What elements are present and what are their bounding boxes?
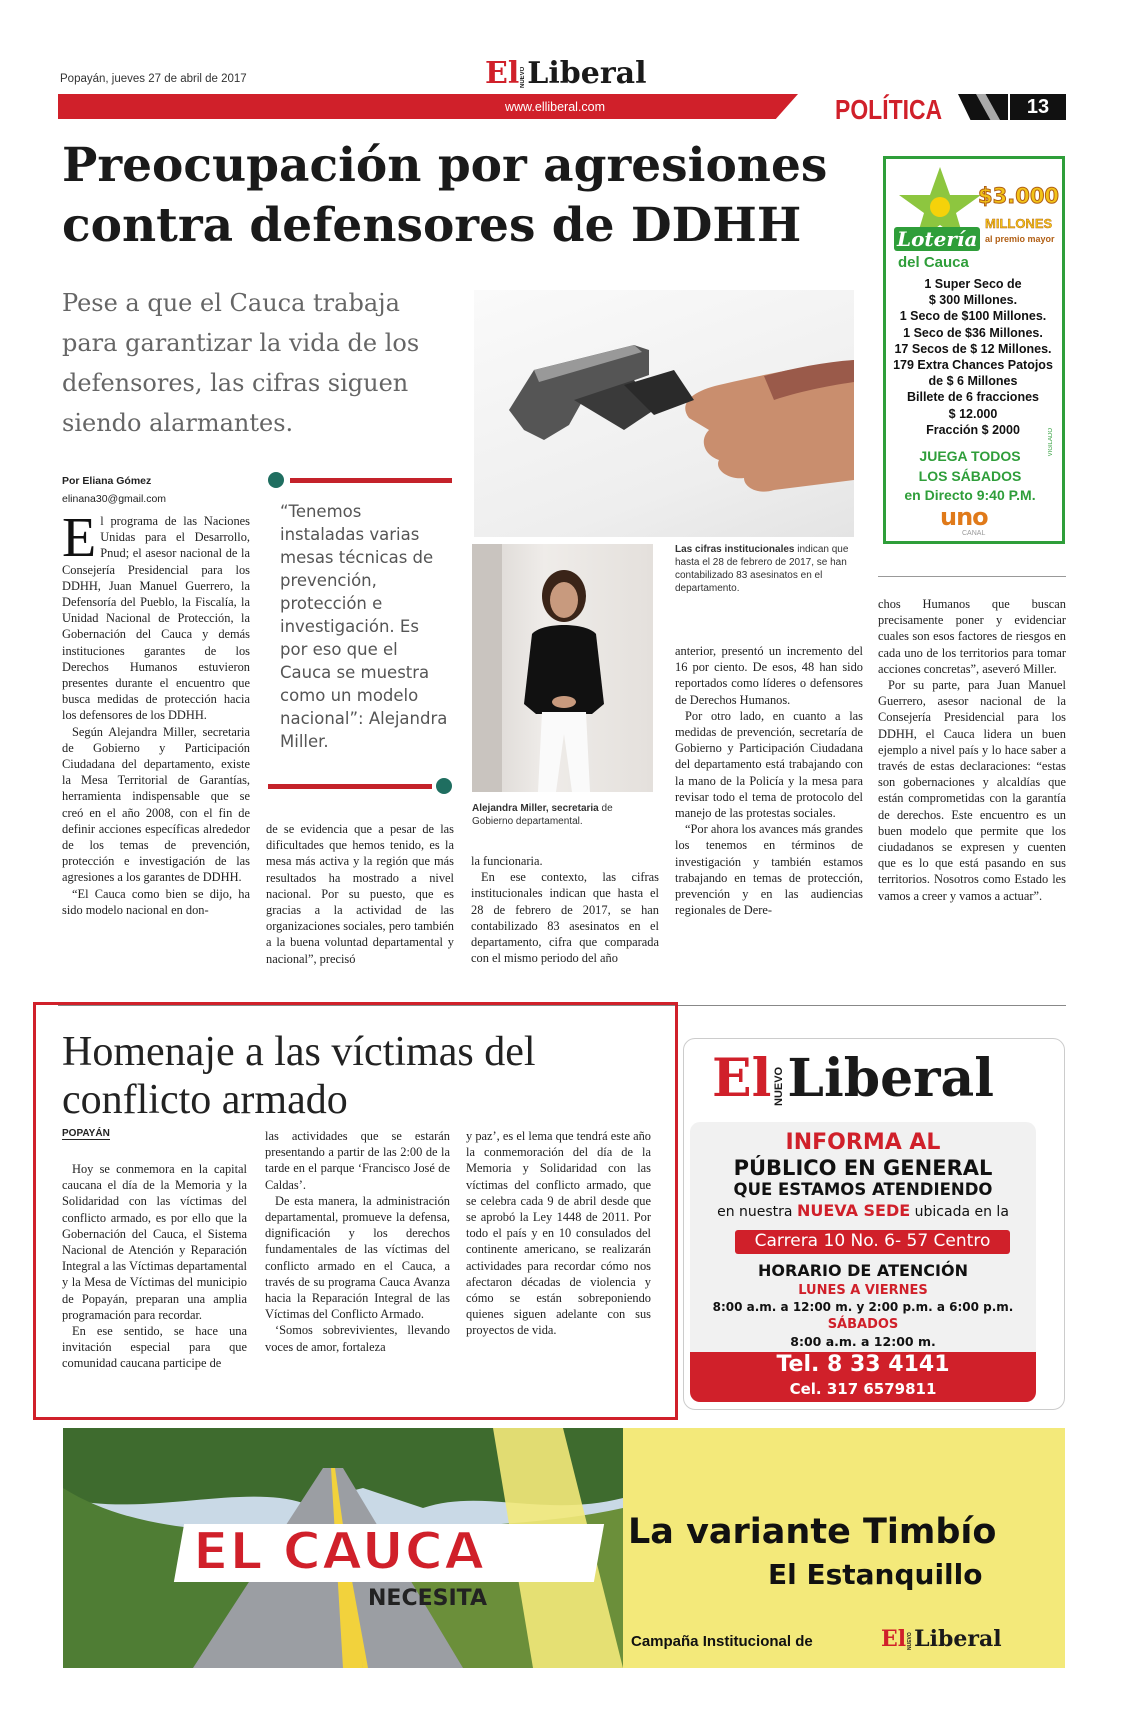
photo-caption-text: de Gobierno departamental. bbox=[472, 803, 613, 827]
pullquote-rule-bottom bbox=[268, 784, 432, 789]
paragraph: la funcionaria. bbox=[471, 854, 543, 868]
logo-nuevo: NUEVO bbox=[773, 1066, 786, 1106]
photo-caption-bold: Alejandra Miller, secretaria bbox=[472, 803, 599, 814]
article2-column-2 bbox=[265, 1128, 450, 1355]
logo-el: El bbox=[881, 1626, 907, 1652]
article2-column-1 bbox=[62, 1161, 247, 1372]
pullquote-rule-top bbox=[290, 478, 452, 483]
prize-millones: MILLONES bbox=[985, 216, 1053, 231]
paragraph: ‘Somos sobrevivientes, llevando voces de amor, fortaleza bbox=[265, 1323, 450, 1354]
paragraph: Según Alejandra Miller, secretaria de Gobierno y Participación Ciudadana del departamento, existe la Mesa Territorial de Garantías, herramienta indispensable que se creó en el año 2008, con el fin de definir acciones específicas alrededor de los temas de prevención, protección e investigación de las agresiones a los garantes de DDHH. bbox=[62, 724, 250, 885]
article-column-2 bbox=[266, 821, 454, 967]
masthead-logo bbox=[485, 56, 646, 92]
draw-line: en Directo 9:40 P.M. bbox=[904, 487, 1036, 503]
campaign-ad[interactable] bbox=[63, 1428, 1065, 1668]
gun-caption-text: indican que hasta el 28 de febrero de 2017, se han contabilizado 83 asesinatos en el departamento. bbox=[675, 544, 849, 594]
campaign-logo bbox=[881, 1626, 1002, 1652]
photo-caption bbox=[472, 802, 653, 828]
cell-number[interactable]: Cel. 317 6579811 bbox=[789, 1380, 937, 1398]
tv-channel-logo: uno bbox=[940, 503, 988, 531]
gun-hand-illustration bbox=[474, 290, 854, 537]
ad-line: QUE ESTAMOS ATENDIENDO bbox=[733, 1180, 993, 1199]
column-divider bbox=[878, 576, 1066, 577]
site-url[interactable]: www.elliberal.com bbox=[505, 100, 606, 114]
paragraph: l programa de las Naciones Unidas para el Desarrollo, Pnud; el asesor nacional de la Consejería Presidencial para los DDHH, Juan Manuel Guerrero, la Defensoría del Pueblo, la Fiscalía, la Unidad Nacional de Protección, la Gobernación del Cauca y demás instituciones garantes de los Derechos Humanos estuvieron presentes durante el encuentro que busca medidas de protección hacia los defensores de los DDHH. bbox=[62, 514, 250, 723]
logo-nuevo: NUEVO bbox=[520, 66, 527, 88]
campaign-line-1: La variante Timbío bbox=[628, 1512, 997, 1552]
prize-line: 1 Seco de $100 Millones. bbox=[899, 309, 1047, 324]
byline: Por Eliana Gómez bbox=[62, 475, 152, 487]
ad-line: PÚBLICO EN GENERAL bbox=[733, 1156, 993, 1180]
phone-number[interactable]: Tel. 8 33 4141 bbox=[776, 1352, 950, 1377]
article2-dateline: POPAYÁN bbox=[62, 1128, 110, 1139]
prize-list bbox=[886, 276, 1060, 438]
hours-times: 8:00 a.m. a 12:00 m. y 2:00 p.m. a 6:00 p.m. bbox=[712, 1300, 1014, 1314]
author-email[interactable]: elinana30@gmail.com bbox=[62, 493, 167, 505]
logo-liberal: Liberal bbox=[914, 1626, 1002, 1652]
gun-photo bbox=[474, 290, 854, 537]
hours-days: LUNES A VIERNES bbox=[798, 1283, 928, 1298]
ad-line bbox=[690, 1200, 1036, 1223]
ad-line-a: en nuestra bbox=[717, 1204, 797, 1220]
prize-amount: $3.000 bbox=[978, 184, 1060, 208]
prize-line: Billete de 6 fracciones bbox=[906, 390, 1039, 405]
header-red-bar bbox=[58, 94, 798, 119]
paragraph: En ese sentido, se hace una invitación especial para que comunidad caucana participe de bbox=[62, 1324, 247, 1371]
paragraph: “El Cauca como bien se dijo, ha sido modelo nacional en don- bbox=[62, 886, 250, 917]
logo-liberal: Liberal bbox=[787, 1048, 994, 1109]
tv-channel-sub: CANAL bbox=[962, 530, 986, 537]
issue-date: Popayán, jueves 27 de abril de 2017 bbox=[60, 73, 247, 85]
article-subhead: Pese a que el Cauca trabaja para garantizar la vida de los defensores, las cifras siguen siendo alarmantes. bbox=[62, 289, 420, 437]
article2-headline: Homenaje a las víctimas del conflicto armado bbox=[62, 1029, 536, 1123]
article-headline: Preocupación por agresiones contra defensores de DDHH bbox=[62, 138, 828, 253]
campaign-slogan-small: NECESITA bbox=[368, 1586, 487, 1611]
campaign-slogan-big: EL CAUCA bbox=[193, 1522, 486, 1582]
hours-times: 8:00 a.m. a 12:00 m. bbox=[790, 1334, 936, 1349]
paragraph: Por otro lado, en cuanto a las medidas de prevención, secretaría de Gobierno y Participación Ciudadana del departamento está trabajando con la mano de la Policía y la mesa para revisar todo el tema de protocolo del manejo de las protestas sociales. bbox=[675, 708, 863, 821]
section-name: POLÍTICA bbox=[835, 94, 943, 125]
campaign-credit: Campaña Institucional de bbox=[631, 1633, 813, 1650]
article2-column-3 bbox=[466, 1128, 651, 1339]
ad-line: INFORMA AL bbox=[785, 1130, 941, 1155]
paragraph: las actividades que se estarán presentando a partir de las 2:00 de la tarde en el parque ‘Francisco José de Caldas’. bbox=[265, 1129, 450, 1192]
prize-line: de $ 6 Millones bbox=[928, 374, 1018, 389]
pullquote: “Tenemos instaladas varias mesas técnicas de prevención, protección e investigación. Es por eso que el Cauca se muestra como un modelo nacional”: Alejandra Miller. bbox=[280, 502, 448, 751]
draw-line: LOS SÁBADOS bbox=[918, 467, 1022, 484]
pullquote-dot-bottom bbox=[436, 778, 452, 794]
article-column-1 bbox=[62, 507, 250, 918]
liberal-ad-text bbox=[690, 1130, 1036, 1223]
campaign-line-2: El Estanquillo bbox=[768, 1558, 983, 1591]
prize-line: 179 Extra Chances Patojos bbox=[893, 358, 1053, 373]
paragraph: anterior, presentó un incremento del 16 por ciento. De esos, 48 han sido reportados como líderes o defensores de Derechos Humanos. bbox=[675, 644, 863, 707]
paragraph: Por su parte, para Juan Manuel Guerrero, asesor nacional de la Consejería Presidencial para los DDHH, el Cauca lidera un buen ejemplo a nivel país y lo hace saber a través de estas declaraciones: “estas son gobernaciones y alcaldías que están comprometidas con la garantía de derechos. Este encuentro es un buen modelo que permite que los ciudadanos se expresen y cuenten que es lo que está pasando en sus territorios. Nosotros como Estado les vamos a creer y vamos a actuar”. bbox=[878, 678, 1066, 903]
prize-line: $ 300 Millones. bbox=[928, 293, 1018, 308]
prize-line: $ 12.000 bbox=[948, 406, 998, 421]
logo-el: El bbox=[485, 56, 520, 91]
article-column-4 bbox=[675, 643, 863, 918]
liberal-ad-logo bbox=[712, 1048, 994, 1109]
paragraph: chos Humanos que buscan precisamente poner y evidenciar cuales son esos factores de riesgos en cada uno de los territorios para tomar acciones concretas”, aseveró Miller. bbox=[878, 597, 1066, 676]
draw-schedule bbox=[886, 447, 1054, 506]
gun-caption bbox=[675, 543, 855, 595]
dropcap: E bbox=[62, 507, 97, 569]
paragraph: “Por ahora los avances más grandes los tenemos en términos de investigación y también estamos trabajando en temas de protección, prevención y en las audiencias regionales de Dere- bbox=[675, 822, 863, 918]
vigilado-seal: VIGILADO bbox=[1048, 428, 1054, 457]
logo-liberal: Liberal bbox=[527, 56, 647, 91]
paragraph: De esta manera, la administración departamental, promueve la defensa, dignificación y los derechos fundamentales de las víctimas del conflicto armado en el Cauca, a través de su programa Cauca Avanza hacia la Reparación Integral de las Víctimas del Conflicto Armado. bbox=[265, 1193, 450, 1322]
paragraph: y paz’, es el lema que tendrá este año la conmemoración del día de la Memoria y Solidaridad con las víctimas del conflicto armado, que se celebra cada 9 de abril desde que se aprobó la Ley 1448 de 2011. Por todo el país y en 10 consulados del continente americano, se realizarán actividades para recordar cómo nos afectaron décadas de violencia y cómo se están sobreponiendo quienes siguen adelante con sus proyectos de vida. bbox=[466, 1129, 651, 1338]
lottery-brand-sub: del Cauca bbox=[898, 254, 969, 271]
pullquote-dot-top bbox=[268, 472, 284, 488]
address: Carrera 10 No. 6- 57 Centro bbox=[754, 1231, 991, 1251]
prize-line: 1 Seco de $36 Millones. bbox=[903, 325, 1043, 340]
hours-title: HORARIO DE ATENCIÓN bbox=[758, 1261, 968, 1280]
paragraph: Hoy se conmemora en la capital caucana el día de la Memoria y la Solidaridad con las víctimas del conflicto armado, es por ello que la Gobernación del Cauca, el Sistema Nacional de Atención y Reparación Integral a las Víctimas departamental y la Mesa de Víctimas del municipio de Popayán, preparan una amplia programación para recordar. bbox=[62, 1162, 247, 1322]
article-column-5 bbox=[878, 596, 1066, 904]
draw-line: JUEGA TODOS bbox=[919, 448, 1021, 464]
prize-line: 1 Super Seco de bbox=[924, 277, 1022, 291]
ad-nueva-sede: NUEVA SEDE bbox=[796, 1201, 911, 1220]
prize-line: 17 Secos de $ 12 Millones. bbox=[894, 341, 1052, 356]
logo-el: El bbox=[712, 1048, 772, 1109]
paragraph: de se evidencia que a pesar de las dificultades que hemos tenido, es la mesa más activa y la región que más resultados ha mostrado a nivel nacional. Por su puesto, que es gracias a la actividad de las organizaciones sociales, pero también a la buena voluntad departamental y nacional”, precisó bbox=[266, 822, 454, 966]
hours-days: SÁBADOS bbox=[827, 1317, 899, 1332]
ad-line-c: ubicada en la bbox=[910, 1204, 1009, 1220]
article-column-3 bbox=[471, 853, 659, 966]
paragraph: En ese contexto, las cifras institucionales indican que hasta el 28 de febrero de 2017, se han contabilizado 83 asesinatos en el departamento, cifra que comparada con el mismo periodo del año bbox=[471, 870, 659, 966]
page-number: 13 bbox=[1026, 96, 1050, 118]
logo-nuevo: NUEVO bbox=[907, 1632, 914, 1650]
woman-silhouette bbox=[472, 544, 653, 792]
alejandra-miller-photo bbox=[472, 544, 653, 792]
opening-hours bbox=[690, 1260, 1036, 1350]
prize-premio: al premio mayor bbox=[985, 234, 1055, 244]
gun-caption-bold: Las cifras institucionales bbox=[675, 544, 795, 555]
prize-line: Fracción $ 2000 bbox=[926, 422, 1020, 437]
lottery-brand: Lotería bbox=[894, 227, 980, 251]
